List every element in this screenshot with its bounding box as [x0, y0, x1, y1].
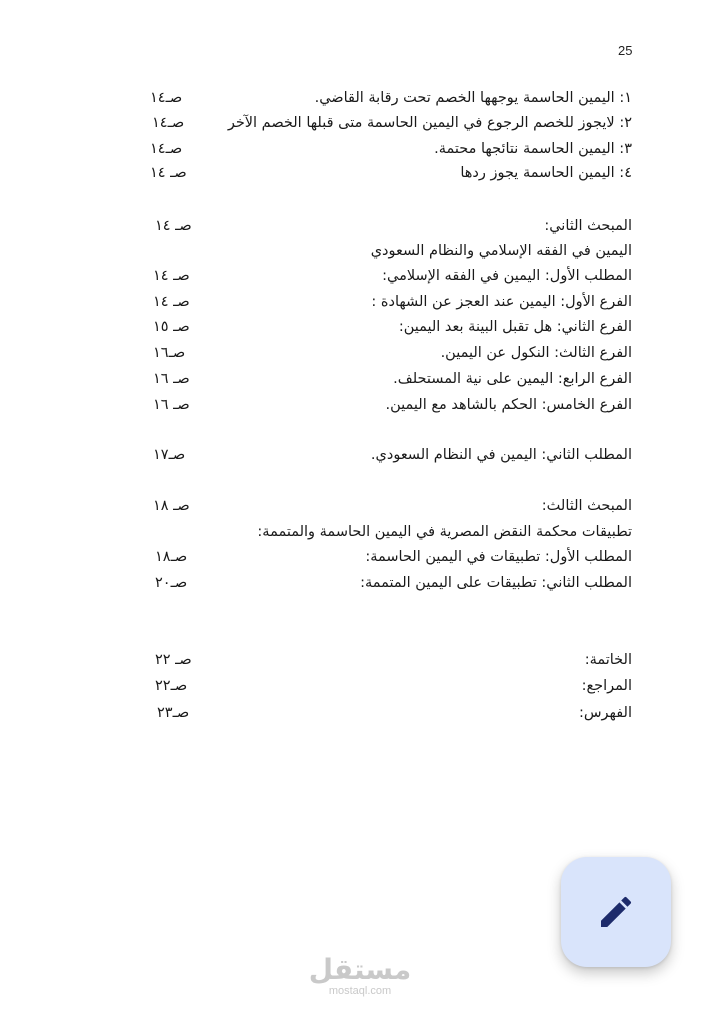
- toc-entry-text: ٤: اليمين الحاسمة يجوز ردها: [460, 165, 632, 181]
- page-number: 25: [618, 43, 633, 58]
- toc-entry-text: المبحث الثالث:: [541, 498, 632, 514]
- toc-entry-page: صـ ١٦: [153, 397, 190, 413]
- toc-entry-page: صـ ١٤: [153, 268, 190, 284]
- watermark-arabic: مستقل: [308, 953, 412, 986]
- toc-entry-page: صـ٢٣: [157, 705, 190, 721]
- pencil-icon: [596, 892, 636, 932]
- toc-entry-text: الفرع الثاني: هل تقبل البينة بعد اليمين:: [398, 319, 632, 335]
- toc-entry-text: الفرع الأول: اليمين عند العجز عن الشهادة :: [371, 294, 632, 310]
- toc-entry-page: صـ ١٤: [150, 165, 187, 181]
- watermark: [300, 955, 420, 997]
- toc-entry-text: الفرع الرابع: اليمين على نية المستحلف.: [393, 371, 632, 387]
- toc-entry-page: صـ ١٤: [155, 218, 192, 234]
- toc-entry-text: ١: اليمين الحاسمة يوجهها الخصم تحت رقابة القاضي.: [314, 90, 632, 106]
- toc-entry-page: صـ١٤: [152, 115, 185, 131]
- watermark-latin: mostaql.com: [328, 985, 392, 997]
- toc-entry-page: صـ١٦: [153, 345, 186, 361]
- toc-entry-text: تطبيقات محكمة النقض المصرية في اليمين الحاسمة والمتممة:: [257, 524, 632, 540]
- toc-entry-page: صـ١٧: [153, 447, 186, 463]
- toc-entry-text: اليمين في الفقه الإسلامي والنظام السعودي: [370, 243, 632, 259]
- toc-entry-text: المبحث الثاني:: [544, 218, 632, 234]
- toc-entry-text: المراجع:: [581, 678, 632, 694]
- toc-entry-text: المطلب الثاني: اليمين في النظام السعودي.: [370, 447, 632, 463]
- toc-entry-page: صـ ١٦: [153, 371, 190, 387]
- toc-entry-page: صـ٢٠: [155, 575, 188, 591]
- toc-entry-page: صـ١٤: [150, 141, 183, 157]
- toc-entry-page: صـ ١٥: [153, 319, 190, 335]
- toc-entry-text: ٣: اليمين الحاسمة نتائجها محتمة.: [434, 141, 632, 157]
- toc-entry-text: المطلب الأول: تطبيقات في اليمين الحاسمة:: [365, 549, 632, 565]
- toc-entry-text: الفهرس:: [578, 705, 632, 721]
- toc-entry-page: صـ٢٢: [155, 678, 188, 694]
- toc-entry-text: الخاتمة:: [584, 652, 632, 668]
- toc-entry-page: صـ ١٨: [153, 498, 190, 514]
- toc-entry-page: صـ ١٤: [153, 294, 190, 310]
- toc-entry-page: صـ١٨: [155, 549, 188, 565]
- toc-entry-text: المطلب الثاني: تطبيقات على اليمين المتممة:: [360, 575, 632, 591]
- toc-entry-text: الفرع الخامس: الحكم بالشاهد مع اليمين.: [385, 397, 632, 413]
- edit-button[interactable]: [561, 857, 671, 967]
- toc-entry-page: صـ ٢٢: [155, 652, 192, 668]
- toc-entry-page: صـ١٤: [150, 90, 183, 106]
- toc-entry-text: ٢: لايجوز للخصم الرجوع في اليمين الحاسمة متى قبلها الخصم الآخر: [227, 115, 632, 131]
- toc-entry-text: المطلب الأول: اليمين في الفقه الإسلامي:: [382, 268, 632, 284]
- toc-entry-text: الفرع الثالث: النكول عن اليمين.: [440, 345, 632, 361]
